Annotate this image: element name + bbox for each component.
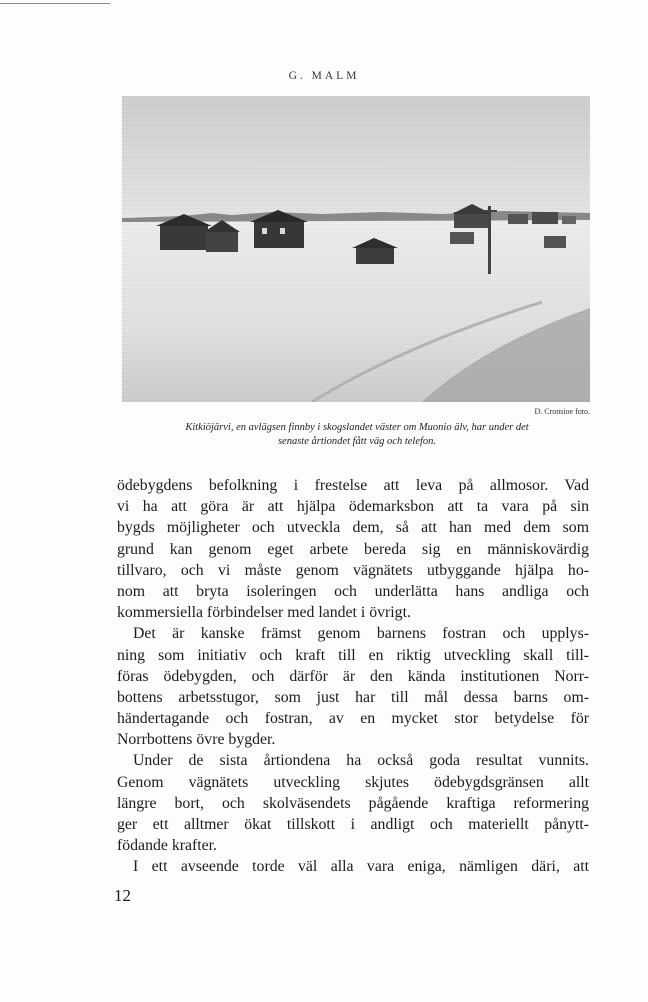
photograph <box>122 96 590 402</box>
text-line: vi ha att göra är att hjälpa ödemarksbon att ta vara på sin <box>117 498 589 516</box>
text-line: bottens arbetsstugor, som just har till mål dessa barns om- <box>117 688 589 706</box>
text-line: tillvaro, och vi måste genom vägnätets utbyggande hjälpa ho- <box>117 561 589 579</box>
body-text <box>117 475 589 878</box>
page-number: 12 <box>114 886 131 905</box>
photo-credit: D. Cronsioe foto. <box>534 407 590 416</box>
text-line: I ett avseende torde väl alla vara eniga, nämligen däri, att <box>133 858 589 876</box>
text-line: Genom vägnätets utveckling skjutes ödebygdsgränsen allt <box>117 773 589 791</box>
text-line: bygds möjligheter och utveckla dem, så att han med dem som <box>117 519 589 537</box>
text-line: föras ödebygden, och därför är den kända institutionen Norr- <box>117 667 589 685</box>
text-line: kommersiella förbindelser med landet i övrigt. <box>117 604 411 622</box>
text-line: Under de sista årtiondena ha också goda resultat vunnits. <box>133 752 589 770</box>
text-line: ödebygdens befolkning i frestelse att leva på allmosor. Vad <box>117 477 589 494</box>
text-line: nom att bryta isoleringen och underlätta hans andliga och <box>117 582 589 600</box>
figure-caption <box>118 421 596 449</box>
text-line: händertagande och fostran, av en mycket stor betydelse för <box>117 710 589 728</box>
text-line: Det är kanske främst genom barnens fostran och upplys- <box>133 625 589 643</box>
text-line: ger ett alltmer ökat tillskott i andligt och materiellt pånytt- <box>117 816 589 833</box>
text-line: längre bort, och skolväsendets pågående kraftiga reformering <box>117 794 589 812</box>
text-line: Norrbottens övre bygder. <box>117 731 276 749</box>
running-head: G. MALM <box>288 70 360 82</box>
text-line: födande krafter. <box>117 837 217 855</box>
text-line: ning som initiativ och kraft till en riktig utveckling skall till- <box>117 646 589 664</box>
caption-line: senaste årtiondet fått väg och telefon. <box>277 436 437 447</box>
text-line: grund kan genom eget arbete bereda sig en människovärdig <box>117 540 589 558</box>
corner-rule <box>0 3 110 4</box>
caption-line: Kitkiöjärvi, en avlägsen finnby i skogslandet väster om Muonio älv, har under det <box>185 422 529 433</box>
